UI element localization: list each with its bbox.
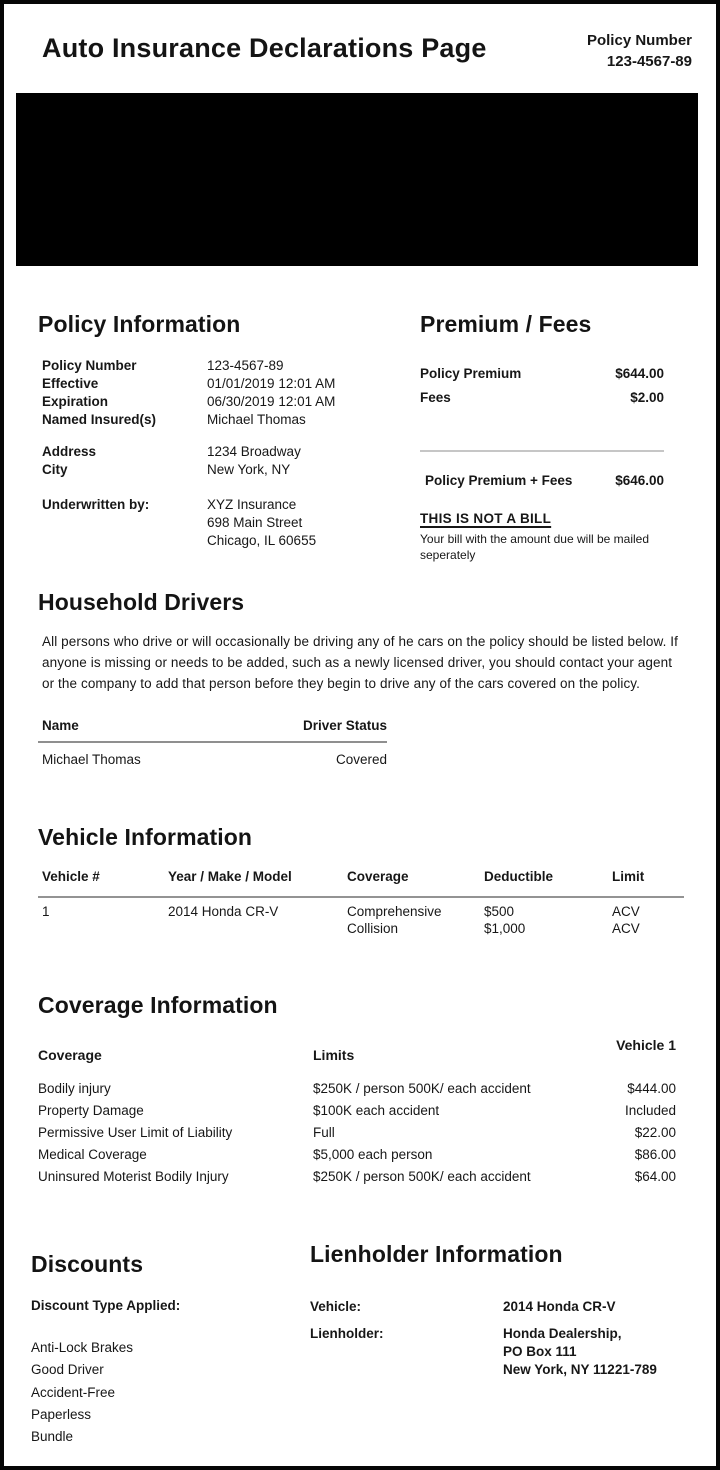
coverage-row	[38, 1078, 676, 1100]
vehicle-deductibles	[484, 903, 612, 937]
policy-information-rows	[38, 357, 408, 429]
driver-name: Michael Thomas	[42, 752, 141, 767]
field-label: Named Insured(s)	[42, 412, 157, 427]
underwriter-line: 698 Main Street	[207, 515, 303, 530]
lienholder-line: New York, NY 11221-789	[503, 1362, 657, 1377]
household-drivers-heading: Household Drivers	[38, 589, 245, 615]
vehicle-limits	[612, 903, 688, 937]
column-header-coverage: Coverage	[38, 1047, 102, 1063]
coverage-line: Collision	[347, 921, 399, 936]
coverage-information-heading: Coverage Information	[38, 992, 278, 1018]
field-label: Policy Number	[42, 358, 137, 373]
coverage-row	[38, 1122, 676, 1144]
policy-info-row	[42, 357, 408, 375]
vehicle-table-rule	[38, 896, 684, 898]
coverage-limits: $250K / person 500K/ each accident	[313, 1169, 531, 1184]
policy-address-rows	[38, 443, 408, 479]
discount-type-applied-label: Discount Type Applied:	[31, 1298, 181, 1313]
field-value: Michael Thomas	[207, 412, 306, 427]
premium-divider	[420, 450, 664, 452]
coverage-name: Permissive User Limit of Liability	[38, 1125, 233, 1140]
coverage-vehicle1-value: Included	[624, 1103, 676, 1118]
coverage-table-header	[38, 1037, 676, 1064]
vehicle-row	[38, 903, 688, 937]
discount-item: Accident-Free	[31, 1384, 116, 1400]
field-value: 2014 Honda CR-V	[503, 1299, 616, 1314]
household-drivers-description: All persons who drive or will occasionally be driving any of he cars on the policy should be listed below. If anyone is missing or needs to be added, such as a newly licensed driver, you should contact your agent or the company to add that person before they begin to drive any of the cars covered on the policy.	[42, 634, 678, 691]
lienholder-line: PO Box 111	[503, 1344, 577, 1359]
underwritten-row	[38, 496, 408, 550]
page-title: Auto Insurance Declarations Page	[42, 33, 487, 63]
column-header-vehicle-1: Vehicle 1	[616, 1037, 676, 1053]
discount-item: Paperless	[31, 1406, 92, 1422]
vehicle-information-heading: Vehicle Information	[38, 824, 253, 850]
deductible-line: $500	[484, 904, 515, 919]
premium-row	[420, 362, 664, 386]
column-header-driver-status: Driver Status	[302, 718, 387, 733]
discount-item: Anti-Lock Brakes	[31, 1340, 134, 1355]
coverage-vehicle1-value: $86.00	[634, 1147, 676, 1162]
header-policy-number-value: 123-4567-89	[606, 53, 692, 70]
field-value: 01/01/2019 12:01 AM	[207, 376, 336, 391]
lienholder-line: Honda Dealership,	[503, 1326, 622, 1341]
lienholder-row	[310, 1325, 702, 1379]
limit-line: ACV	[612, 921, 640, 936]
coverage-limits: $250K / person 500K/ each accident	[313, 1081, 531, 1096]
driver-status: Covered	[335, 752, 387, 767]
coverage-name: Uninsured Moterist Bodily Injury	[38, 1169, 229, 1184]
coverage-name: Bodily injury	[38, 1081, 111, 1096]
vehicle-information-section	[38, 823, 688, 937]
lienholder-information-heading: Lienholder Information	[310, 1241, 563, 1267]
policy-info-row	[42, 393, 408, 411]
field-value: 1234 Broadway	[207, 444, 301, 459]
field-value: $2.00	[630, 390, 664, 405]
limit-line: ACV	[612, 904, 640, 919]
field-value: $644.00	[615, 366, 664, 381]
not-a-bill-notice: THIS IS NOT A BILL	[420, 511, 552, 526]
coverage-line: Comprehensive	[347, 904, 442, 919]
policy-information-section	[38, 310, 408, 550]
discounts-list	[31, 1337, 180, 1448]
coverage-vehicle1-value: $444.00	[627, 1081, 676, 1096]
column-header-deductible: Deductible	[484, 869, 554, 884]
discount-item: Bundle	[31, 1429, 74, 1445]
header-policy-number	[587, 30, 692, 72]
discounts-section	[31, 1250, 180, 1448]
coverage-vehicle1-value: $22.00	[634, 1125, 676, 1140]
coverage-rows	[38, 1078, 676, 1188]
coverage-name: Medical Coverage	[38, 1147, 147, 1162]
field-label: Address	[42, 444, 97, 459]
field-value: 06/30/2019 12:01 AM	[207, 394, 336, 409]
field-label: Fees	[420, 390, 451, 405]
field-label: Vehicle:	[310, 1299, 362, 1314]
underwriter-address	[207, 496, 316, 550]
household-drivers-section	[38, 588, 690, 769]
policy-info-row	[42, 375, 408, 393]
field-value: $646.00	[615, 473, 664, 488]
field-label: Expiration	[42, 394, 109, 409]
premium-total-row	[420, 471, 664, 491]
column-header-coverage: Coverage	[347, 869, 409, 884]
vehicle-number: 1	[42, 904, 50, 919]
lienholder-vehicle-row	[310, 1298, 702, 1316]
field-value: New York, NY	[207, 462, 291, 477]
drivers-table-header	[42, 717, 387, 735]
coverage-name: Property Damage	[38, 1103, 144, 1118]
lienholder-address	[503, 1325, 702, 1379]
lienholder-information-section	[310, 1240, 702, 1379]
column-header-limits: Limits	[313, 1047, 355, 1063]
column-header-year-make-model: Year / Make / Model	[168, 869, 292, 884]
discount-item: Good Driver	[31, 1362, 104, 1378]
deductible-line: $1,000	[484, 921, 526, 936]
underwriter-line: XYZ Insurance	[207, 497, 297, 512]
coverage-row	[38, 1166, 676, 1188]
driver-row	[42, 751, 387, 769]
coverage-information-section	[38, 991, 676, 1188]
field-label: Policy Premium	[420, 366, 522, 381]
not-a-bill-note: Your bill with the amount due will be mailed seperately	[420, 532, 650, 562]
coverage-limits: $100K each accident	[313, 1103, 440, 1118]
field-label: Lienholder:	[310, 1326, 384, 1341]
vehicle-year-make-model: 2014 Honda CR-V	[168, 904, 279, 919]
field-label: Underwritten by:	[42, 497, 150, 512]
premium-fees-heading: Premium / Fees	[420, 311, 592, 337]
header-policy-number-label: Policy Number	[586, 32, 692, 49]
premium-rows	[420, 362, 664, 410]
column-header-name: Name	[42, 718, 79, 733]
column-header-vehicle-number: Vehicle #	[42, 869, 100, 884]
vehicle-table-header	[38, 868, 688, 886]
premium-fees-section	[420, 310, 664, 563]
policy-information-heading: Policy Information	[38, 311, 241, 337]
discounts-heading: Discounts	[31, 1251, 144, 1277]
underwriter-line: Chicago, IL 60655	[207, 533, 317, 548]
coverage-row	[38, 1144, 676, 1166]
coverage-limits: Full	[313, 1125, 335, 1140]
field-label: Policy Premium + Fees	[425, 473, 573, 488]
coverage-vehicle1-value: $64.00	[634, 1169, 676, 1184]
policy-info-row	[42, 443, 408, 461]
redacted-block	[16, 93, 698, 266]
vehicle-coverages	[347, 903, 484, 937]
policy-info-row	[42, 411, 408, 429]
premium-row	[420, 386, 664, 410]
field-label: Effective	[42, 376, 99, 391]
column-header-limit: Limit	[612, 869, 645, 884]
field-label: City	[42, 462, 68, 477]
field-value: 123-4567-89	[207, 358, 284, 373]
drivers-table-rule	[38, 741, 387, 743]
policy-info-row	[42, 461, 408, 479]
coverage-row	[38, 1100, 676, 1122]
coverage-limits: $5,000 each person	[313, 1147, 433, 1162]
